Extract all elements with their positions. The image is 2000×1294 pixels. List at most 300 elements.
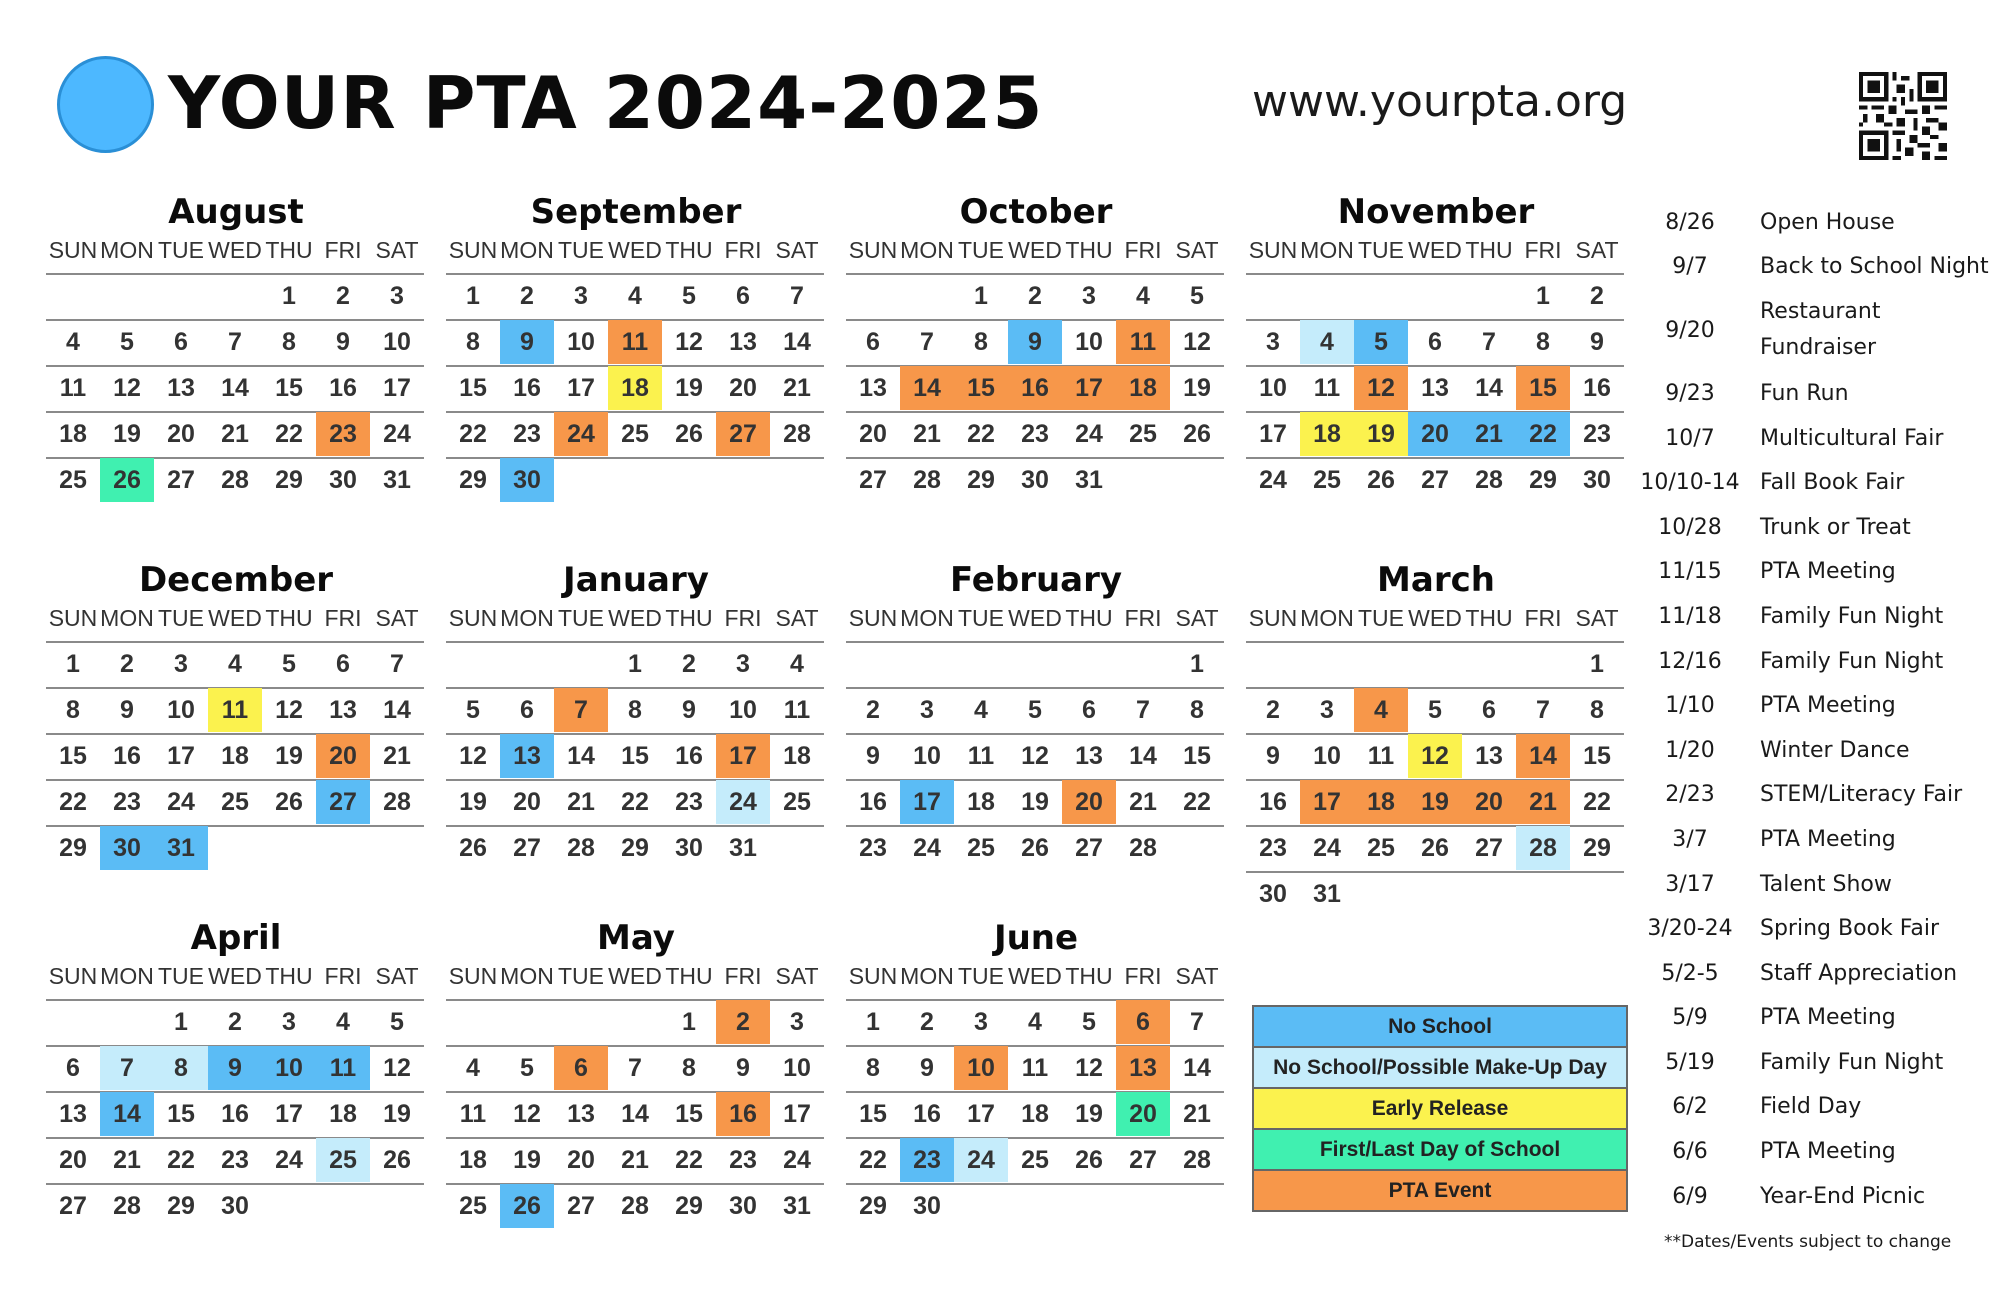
day-cell: 22	[1183, 788, 1211, 816]
day-cell: 13	[1475, 742, 1503, 770]
day-cell: 9	[208, 1046, 262, 1090]
day-cell: 26	[1421, 834, 1449, 862]
event-row	[1640, 550, 2000, 595]
empty-day-cell	[846, 642, 900, 686]
day-cell: 4	[466, 1054, 480, 1082]
day-cell: 29	[621, 834, 649, 862]
weekday-label: TUE	[558, 963, 604, 989]
week-row	[446, 733, 824, 777]
week-row	[846, 411, 1224, 455]
day-cell: 20	[1408, 412, 1462, 456]
event-name: Staff Appreciation	[1760, 960, 1958, 986]
event-date: 6/6	[1672, 1139, 1708, 1165]
week-row	[446, 1045, 824, 1089]
day-cell: 2	[920, 1008, 934, 1036]
day-cell: 19	[383, 1100, 411, 1128]
month-name: August	[168, 192, 304, 232]
day-cell: 14	[900, 366, 954, 410]
day-cell: 22	[621, 788, 649, 816]
event-date: 6/2	[1672, 1094, 1708, 1120]
day-cell: 25	[221, 788, 249, 816]
event-row	[1640, 505, 2000, 550]
day-cell: 7	[1536, 696, 1550, 724]
day-cell: 1	[174, 1008, 188, 1036]
day-cell: 4	[1354, 688, 1408, 732]
day-cell: 18	[1300, 412, 1354, 456]
event-date: 3/17	[1665, 871, 1715, 897]
weekday-label: THU	[665, 963, 713, 989]
event-date: 12/16	[1658, 648, 1722, 674]
week-row	[1246, 825, 1624, 869]
day-cell: 6	[520, 696, 534, 724]
day-cell: 16	[1008, 366, 1062, 410]
weekday-label: WED	[1008, 237, 1062, 263]
day-cell: 30	[913, 1192, 941, 1220]
day-cell: 11	[967, 742, 995, 770]
weekday-label: FRI	[724, 605, 762, 631]
weekday-label: MON	[1300, 605, 1354, 631]
day-cell: 27	[316, 780, 370, 824]
day-cell: 8	[466, 328, 480, 356]
day-cell: 26	[1183, 420, 1211, 448]
day-cell: 28	[783, 420, 811, 448]
day-cell: 23	[316, 412, 370, 456]
day-cell: 25	[459, 1192, 487, 1220]
day-cell: 27	[716, 412, 770, 456]
weekday-label: WED	[208, 963, 262, 989]
empty-day-cell	[262, 1184, 316, 1228]
day-cell: 31	[729, 834, 757, 862]
event-name: Trunk or Treat	[1760, 514, 1911, 540]
weekday-header	[46, 956, 424, 996]
day-cell: 20	[316, 734, 370, 778]
weekday-label: SAT	[375, 237, 419, 263]
day-cell: 22	[1516, 412, 1570, 456]
weekday-label: WED	[1408, 237, 1462, 263]
day-cell: 25	[1367, 834, 1395, 862]
day-cell: 7	[628, 1054, 642, 1082]
day-cell: 9	[1590, 328, 1604, 356]
day-cell: 19	[1075, 1100, 1103, 1128]
weekday-label: SUN	[848, 605, 898, 631]
day-cell: 28	[1129, 834, 1157, 862]
day-cell: 26	[100, 458, 154, 502]
day-cell: 17	[716, 734, 770, 778]
empty-day-cell	[46, 1000, 100, 1044]
day-cell: 13	[167, 374, 195, 402]
event-row	[1640, 460, 2000, 505]
event-date: 9/23	[1665, 380, 1715, 406]
day-cell: 22	[275, 420, 303, 448]
week-row	[446, 319, 824, 363]
week-row	[846, 1137, 1224, 1181]
legend-first-last-day: First/Last Day of School	[1254, 1128, 1626, 1169]
weekday-label: SAT	[775, 237, 819, 263]
empty-day-cell	[100, 274, 154, 318]
week-row	[1246, 779, 1624, 823]
day-cell: 24	[954, 1138, 1008, 1182]
weekday-label: MON	[500, 963, 554, 989]
week-row	[846, 641, 1224, 685]
day-cell: 28	[1475, 466, 1503, 494]
weekday-label: FRI	[1124, 605, 1162, 631]
day-cell: 21	[1129, 788, 1157, 816]
day-cell: 10	[1313, 742, 1341, 770]
day-cell: 30	[1259, 880, 1287, 908]
week-row	[46, 365, 424, 409]
week-row	[446, 457, 824, 501]
day-cell: 4	[66, 328, 80, 356]
event-row	[1640, 1085, 2000, 1130]
day-cell: 8	[682, 1054, 696, 1082]
day-cell: 24	[383, 420, 411, 448]
day-cell: 20	[859, 420, 887, 448]
day-cell: 29	[675, 1192, 703, 1220]
day-cell: 5	[120, 328, 134, 356]
week-row	[46, 411, 424, 455]
event-name: Fun Run	[1760, 380, 1849, 406]
day-cell: 12	[1354, 366, 1408, 410]
weekday-label: WED	[1408, 605, 1462, 631]
empty-day-cell	[208, 274, 262, 318]
day-cell: 13	[329, 696, 357, 724]
week-row	[446, 1091, 824, 1135]
day-cell: 19	[459, 788, 487, 816]
empty-day-cell	[1408, 274, 1462, 318]
qr-code-icon[interactable]	[1859, 72, 1947, 160]
day-cell: 16	[1583, 374, 1611, 402]
day-cell: 23	[729, 1146, 757, 1174]
day-cell: 1	[282, 282, 296, 310]
day-cell: 28	[1183, 1146, 1211, 1174]
day-cell: 10	[729, 696, 757, 724]
day-cell: 20	[59, 1146, 87, 1174]
weekday-label: SAT	[375, 605, 419, 631]
day-cell: 17	[275, 1100, 303, 1128]
event-row	[1640, 728, 2000, 773]
website-link[interactable]: www.yourpta.org	[1252, 76, 1628, 127]
week-row	[446, 1183, 824, 1227]
day-cell: 31	[1313, 880, 1341, 908]
day-cell: 22	[459, 420, 487, 448]
event-row	[1640, 862, 2000, 907]
day-cell: 23	[1021, 420, 1049, 448]
day-cell: 26	[1075, 1146, 1103, 1174]
weekday-label: SUN	[448, 963, 498, 989]
empty-day-cell	[554, 642, 608, 686]
day-cell: 24	[1313, 834, 1341, 862]
empty-day-cell	[608, 1000, 662, 1044]
weekday-label: SUN	[848, 237, 898, 263]
day-cell: 2	[120, 650, 134, 678]
day-cell: 29	[1529, 466, 1557, 494]
day-cell: 11	[1021, 1054, 1049, 1082]
day-cell: 12	[1183, 328, 1211, 356]
day-cell: 24	[1259, 466, 1287, 494]
event-date: 3/7	[1672, 826, 1708, 852]
day-cell: 1	[466, 282, 480, 310]
empty-day-cell	[370, 826, 424, 870]
weekday-label: SAT	[1575, 605, 1619, 631]
week-row	[846, 1183, 1224, 1227]
empty-day-cell	[1354, 642, 1408, 686]
day-cell: 19	[113, 420, 141, 448]
weekday-header	[1246, 230, 1624, 270]
month-name: June	[993, 918, 1079, 958]
event-row	[1640, 200, 2000, 245]
event-row	[1640, 371, 2000, 416]
event-row	[1640, 639, 2000, 684]
empty-day-cell	[446, 642, 500, 686]
day-cell: 2	[1590, 282, 1604, 310]
day-cell: 7	[554, 688, 608, 732]
disclaimer-note: **Dates/Events subject to change	[1664, 1232, 1952, 1252]
weekday-label: WED	[1008, 605, 1062, 631]
day-cell: 21	[913, 420, 941, 448]
day-cell: 4	[228, 650, 242, 678]
day-cell: 16	[675, 742, 703, 770]
day-cell: 15	[859, 1100, 887, 1128]
week-row	[446, 1137, 824, 1181]
event-row	[1640, 594, 2000, 639]
day-cell: 20	[1116, 1092, 1170, 1136]
day-cell: 16	[221, 1100, 249, 1128]
empty-day-cell	[954, 1184, 1008, 1228]
weekday-label: FRI	[324, 963, 362, 989]
day-cell: 28	[567, 834, 595, 862]
day-cell: 8	[1590, 696, 1604, 724]
day-cell: 12	[1075, 1054, 1103, 1082]
day-cell: 2	[866, 696, 880, 724]
empty-day-cell	[1116, 642, 1170, 686]
day-cell: 2	[682, 650, 696, 678]
day-cell: 8	[1536, 328, 1550, 356]
weekday-label: TUE	[1358, 605, 1404, 631]
event-date: 10/28	[1658, 514, 1722, 540]
week-row	[846, 273, 1224, 317]
empty-day-cell	[1246, 642, 1300, 686]
day-cell: 20	[1462, 780, 1516, 824]
day-cell: 5	[1028, 696, 1042, 724]
day-cell: 13	[59, 1100, 87, 1128]
week-row	[46, 1137, 424, 1181]
empty-day-cell	[500, 1000, 554, 1044]
weekday-label: SAT	[1175, 963, 1219, 989]
day-cell: 2	[228, 1008, 242, 1036]
weekday-label: THU	[665, 605, 713, 631]
day-cell: 5	[466, 696, 480, 724]
event-row	[1640, 951, 2000, 996]
day-cell: 8	[1190, 696, 1204, 724]
day-cell: 24	[783, 1146, 811, 1174]
day-cell: 11	[316, 1046, 370, 1090]
empty-day-cell	[1300, 274, 1354, 318]
day-cell: 28	[383, 788, 411, 816]
day-cell: 15	[1183, 742, 1211, 770]
day-cell: 9	[920, 1054, 934, 1082]
week-row	[1246, 411, 1624, 455]
day-cell: 10	[383, 328, 411, 356]
empty-day-cell	[1062, 642, 1116, 686]
day-cell: 16	[716, 1092, 770, 1136]
month-name: March	[1377, 560, 1495, 600]
weekday-label: THU	[265, 605, 313, 631]
event-name: Family Fun Night	[1760, 1049, 1944, 1075]
day-cell: 27	[567, 1192, 595, 1220]
weekday-label: WED	[208, 237, 262, 263]
weekday-label: WED	[608, 237, 662, 263]
day-cell: 31	[1075, 466, 1103, 494]
weekday-header	[1246, 598, 1624, 638]
day-cell: 12	[383, 1054, 411, 1082]
event-row	[1640, 289, 2000, 371]
event-row	[1640, 817, 2000, 862]
event-name: Fall Book Fair	[1760, 470, 1905, 496]
day-cell: 17	[967, 1100, 995, 1128]
empty-day-cell	[316, 826, 370, 870]
empty-day-cell	[1462, 872, 1516, 916]
weekday-label: THU	[1065, 963, 1113, 989]
day-cell: 7	[920, 328, 934, 356]
day-cell: 28	[913, 466, 941, 494]
day-cell: 3	[390, 282, 404, 310]
day-cell: 27	[59, 1192, 87, 1220]
day-cell: 2	[520, 282, 534, 310]
day-cell: 27	[1421, 466, 1449, 494]
week-row	[46, 1045, 424, 1089]
day-cell: 30	[329, 466, 357, 494]
day-cell: 24	[913, 834, 941, 862]
month-name: February	[949, 560, 1123, 600]
day-cell: 27	[859, 466, 887, 494]
event-row	[1640, 906, 2000, 951]
event-date: 6/9	[1672, 1183, 1708, 1209]
empty-day-cell	[554, 458, 608, 502]
weekday-header	[446, 598, 824, 638]
weekday-label: TUE	[1358, 237, 1404, 263]
legend-no-school: No School	[1254, 1007, 1626, 1046]
day-cell: 20	[513, 788, 541, 816]
day-cell: 3	[1082, 282, 1096, 310]
day-cell: 15	[1583, 742, 1611, 770]
day-cell: 3	[974, 1008, 988, 1036]
month-name: December	[138, 560, 334, 600]
day-cell: 22	[1583, 788, 1611, 816]
week-row	[1246, 871, 1624, 915]
day-cell: 19	[675, 374, 703, 402]
event-row	[1640, 245, 2000, 290]
weekday-label: SAT	[1175, 237, 1219, 263]
day-cell: 27	[1075, 834, 1103, 862]
day-cell: 16	[1259, 788, 1287, 816]
logo-circle-icon	[57, 56, 154, 153]
day-cell: 7	[100, 1046, 154, 1090]
day-cell: 24	[716, 780, 770, 824]
empty-day-cell	[316, 1184, 370, 1228]
weekday-label: SUN	[1248, 237, 1298, 263]
day-cell: 21	[1462, 412, 1516, 456]
weekday-label: SUN	[848, 963, 898, 989]
page-title: YOUR PTA 2024-2025	[168, 61, 1044, 145]
empty-day-cell	[1300, 642, 1354, 686]
day-cell: 5	[520, 1054, 534, 1082]
day-cell: 6	[66, 1054, 80, 1082]
empty-day-cell	[208, 826, 262, 870]
empty-day-cell	[1516, 872, 1570, 916]
empty-day-cell	[1354, 872, 1408, 916]
day-cell: 9	[736, 1054, 750, 1082]
day-cell: 28	[621, 1192, 649, 1220]
day-cell: 14	[783, 328, 811, 356]
week-row	[846, 779, 1224, 823]
empty-day-cell	[846, 274, 900, 318]
weekday-label: SUN	[48, 605, 98, 631]
day-cell: 17	[167, 742, 195, 770]
week-row	[446, 273, 824, 317]
event-row	[1640, 1129, 2000, 1174]
day-cell: 3	[736, 650, 750, 678]
day-cell: 6	[1428, 328, 1442, 356]
month-name: September	[530, 192, 742, 232]
month-name: November	[1337, 192, 1535, 232]
day-cell: 4	[1136, 282, 1150, 310]
day-cell: 10	[1075, 328, 1103, 356]
weekday-label: TUE	[558, 237, 604, 263]
day-cell: 15	[275, 374, 303, 402]
day-cell: 13	[729, 328, 757, 356]
day-cell: 20	[729, 374, 757, 402]
day-cell: 26	[383, 1146, 411, 1174]
weekday-label: TUE	[158, 963, 204, 989]
weekday-header	[846, 956, 1224, 996]
weekday-header	[446, 956, 824, 996]
day-cell: 30	[221, 1192, 249, 1220]
day-cell: 13	[1116, 1046, 1170, 1090]
day-cell: 12	[675, 328, 703, 356]
event-date: 5/9	[1672, 1005, 1708, 1031]
event-name: Talent Show	[1760, 871, 1892, 897]
day-cell: 24	[554, 412, 608, 456]
week-row	[446, 641, 824, 685]
day-cell: 8	[154, 1046, 208, 1090]
day-cell: 5	[1082, 1008, 1096, 1036]
day-cell: 17	[567, 374, 595, 402]
day-cell: 5	[390, 1008, 404, 1036]
week-row	[46, 273, 424, 317]
event-name: Spring Book Fair	[1760, 916, 1940, 942]
event-row	[1640, 683, 2000, 728]
day-cell: 22	[675, 1146, 703, 1174]
empty-day-cell	[1516, 642, 1570, 686]
week-row	[46, 825, 424, 869]
empty-day-cell	[900, 642, 954, 686]
day-cell: 23	[900, 1138, 954, 1182]
day-cell: 24	[1075, 420, 1103, 448]
empty-day-cell	[446, 1000, 500, 1044]
day-cell: 25	[1313, 466, 1341, 494]
event-name: STEM/Literacy Fair	[1760, 782, 1963, 808]
day-cell: 21	[621, 1146, 649, 1174]
week-row	[846, 457, 1224, 501]
legend-pta-event: PTA Event	[1254, 1169, 1626, 1210]
day-cell: 1	[866, 1008, 880, 1036]
day-cell: 12	[1021, 742, 1049, 770]
weekday-label: SUN	[48, 237, 98, 263]
weekday-label: SUN	[48, 963, 98, 989]
day-cell: 3	[282, 1008, 296, 1036]
week-row	[46, 687, 424, 731]
day-cell: 5	[1190, 282, 1204, 310]
